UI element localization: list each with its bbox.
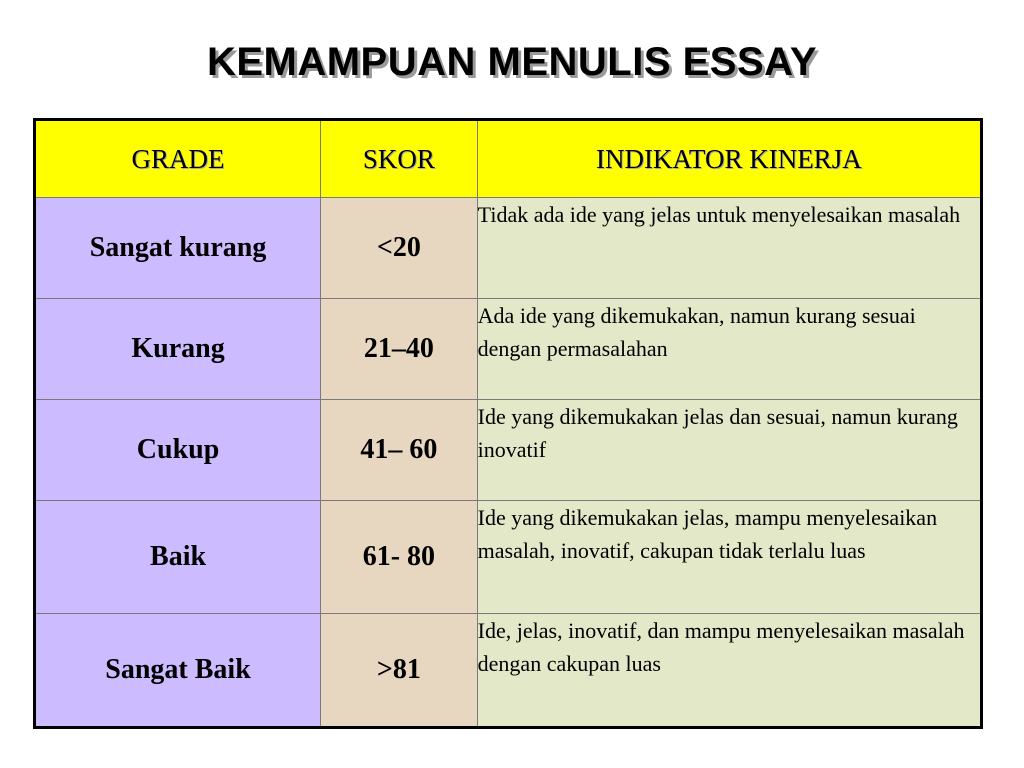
grade-cell: Sangat kurang [35,198,321,299]
grade-cell: Kurang [35,299,321,400]
skor-cell: >81 [321,614,478,728]
table-row [35,614,982,728]
grade-cell: Sangat Baik [35,614,321,728]
table-header-row [35,120,982,198]
skor-cell: 21–40 [321,299,478,400]
indikator-cell: Tidak ada ide yang jelas untuk menyelesaikan masalah [477,198,981,299]
skor-cell: <20 [321,198,478,299]
table-row [35,198,982,299]
grade-cell: Baik [35,501,321,614]
table-row [35,299,982,400]
skor-cell: 41– 60 [321,400,478,501]
column-header-indikator: INDIKATOR KINERJA [477,120,981,198]
indikator-cell: Ada ide yang dikemukakan, namun kurang sesuai dengan permasalahan [477,299,981,400]
table-row [35,400,982,501]
grade-cell: Cukup [35,400,321,501]
page-title: KEMAMPUAN MENULIS ESSAY [206,40,818,84]
table-row [35,501,982,614]
column-header-grade: GRADE [35,120,321,198]
grading-table [33,118,983,729]
indikator-cell: Ide yang dikemukakan jelas, mampu menyelesaikan masalah, inovatif, cakupan tidak terlalu luas [477,501,981,614]
skor-cell: 61- 80 [321,501,478,614]
indikator-cell: Ide, jelas, inovatif, dan mampu menyelesaikan masalah dengan cakupan luas [477,614,981,728]
indikator-cell: Ide yang dikemukakan jelas dan sesuai, namun kurang inovatif [477,400,981,501]
column-header-skor: SKOR [321,120,478,198]
